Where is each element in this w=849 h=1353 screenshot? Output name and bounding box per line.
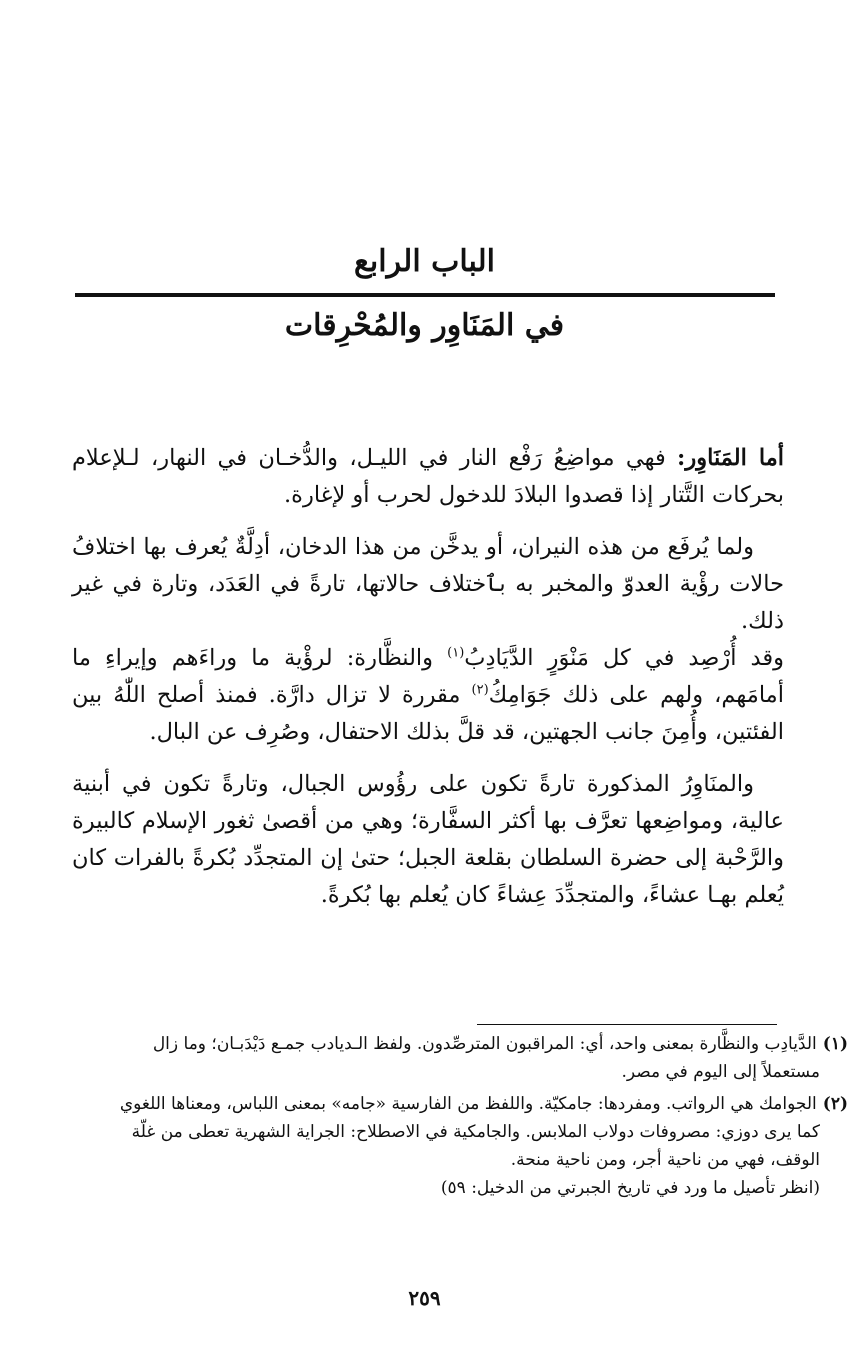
footnotes xyxy=(90,1030,848,1206)
footnote-number: (٢) xyxy=(822,1094,848,1114)
footnote-line: مستعملاً إلى اليوم في مصر. xyxy=(621,1062,820,1082)
paragraph-text: ولما يُرفَع من هذه النيران، أو يدخَّن من هذا الدخان، أدِلَّةٌ يُعرف بها اختلافُ حالات رؤْية العدوّ والمخبر به بٱختلاف حالاتها، تارةً في العَدَد، وتارة في غير ذلك. xyxy=(72,534,784,634)
footnote-number: (١) xyxy=(822,1034,848,1054)
footnote-reference-2[interactable]: (٢) xyxy=(471,682,489,698)
footnote-line: الجوامك هي الرواتب. ومفردها: جامكيّة. واللفظ من الفارسية «جامه» بمعنى اللباس، ومعناها اللغوي xyxy=(119,1094,817,1114)
paragraph-text: مقررة لا تزال دارَّة. فمنذ أصلح اللّٰهُ بين الفئتين، وأُمِنَ جانب الجهتين، قد قلَّ بذلك الاحتفال، وصُرِف عن البال. xyxy=(72,682,784,745)
footnote-line: (انظر تأصيل ما ورد في تاريخ الجبرتي من الدخيل: ٥٩) xyxy=(440,1178,820,1198)
footnote-line: الدَّيادِب والنظَّارة بمعنى واحد، أي: المراقبون المترصِّدون. ولفظ الـديادب جمـع دَيْدَبـان؛ وما زال xyxy=(152,1034,817,1054)
paragraph-text: والنظَّارة: لرؤْية ما وراءَهم وإيراءِ ما أمامَهم، ولهم على ذلك جَوَامِكُ xyxy=(72,645,784,708)
paragraph-text: وقد أُرْصِد في كل مَنْوَرٍ الدَّيَادِبُ xyxy=(464,645,784,671)
chapter-divider xyxy=(75,293,775,297)
paragraph-text: فهي مواضِعُ رَفْع النار في الليـل، والدُّخـان في النهار، لـلإعلام بحركات التَّتار إذا قصدوا البلادَ للدخول لحرب أو لإغارة. xyxy=(72,445,784,508)
footnote-1 xyxy=(90,1030,848,1086)
chapter-subtitle: في المَنَاوِر والمُحْرِقات xyxy=(284,308,565,343)
paragraph-1 xyxy=(72,440,784,514)
footnote-line: كما يرى دوزي: مصروفات دولاب الملابس. والجامكية في الاصطلاح: الجراية الشهرية تعطى من غلّة xyxy=(131,1122,820,1142)
footnote-reference-1[interactable]: (١) xyxy=(447,645,465,661)
paragraph-text: والمنَاوِرُ المذكورة تارةً تكون على رؤُوس الجبال، وتارةً تكون في أبنية عالية، ومواضِعها تعرَّف بها أكثر السفَّارة؛ وهي من أقصىٰ ثغور الإسلام كالبيرة والرَّحْبة إلى حضرة السلطان بقلعة الجبل؛ حتىٰ إن المتجدِّد بُكرةً بالفرات كان يُعلم بهـا عشاءً، والمتجدِّدَ عِشاءً كان يُعلم بها بُكرةً. xyxy=(72,771,784,908)
paragraph-4 xyxy=(72,766,784,914)
main-text xyxy=(72,440,784,914)
footnote-2 xyxy=(90,1090,848,1202)
paragraph-lead-term: أما المَنَاوِر: xyxy=(677,445,784,471)
paragraph-2 xyxy=(72,529,784,640)
footnote-divider xyxy=(477,1024,777,1025)
page-number: ٢٥٩ xyxy=(408,1286,441,1310)
paragraph-3 xyxy=(72,640,784,751)
chapter-title: الباب الرابع xyxy=(353,244,496,279)
footnote-line: الوقف، فهي من ناحية أجر، ومن ناحية منحة. xyxy=(510,1150,820,1170)
